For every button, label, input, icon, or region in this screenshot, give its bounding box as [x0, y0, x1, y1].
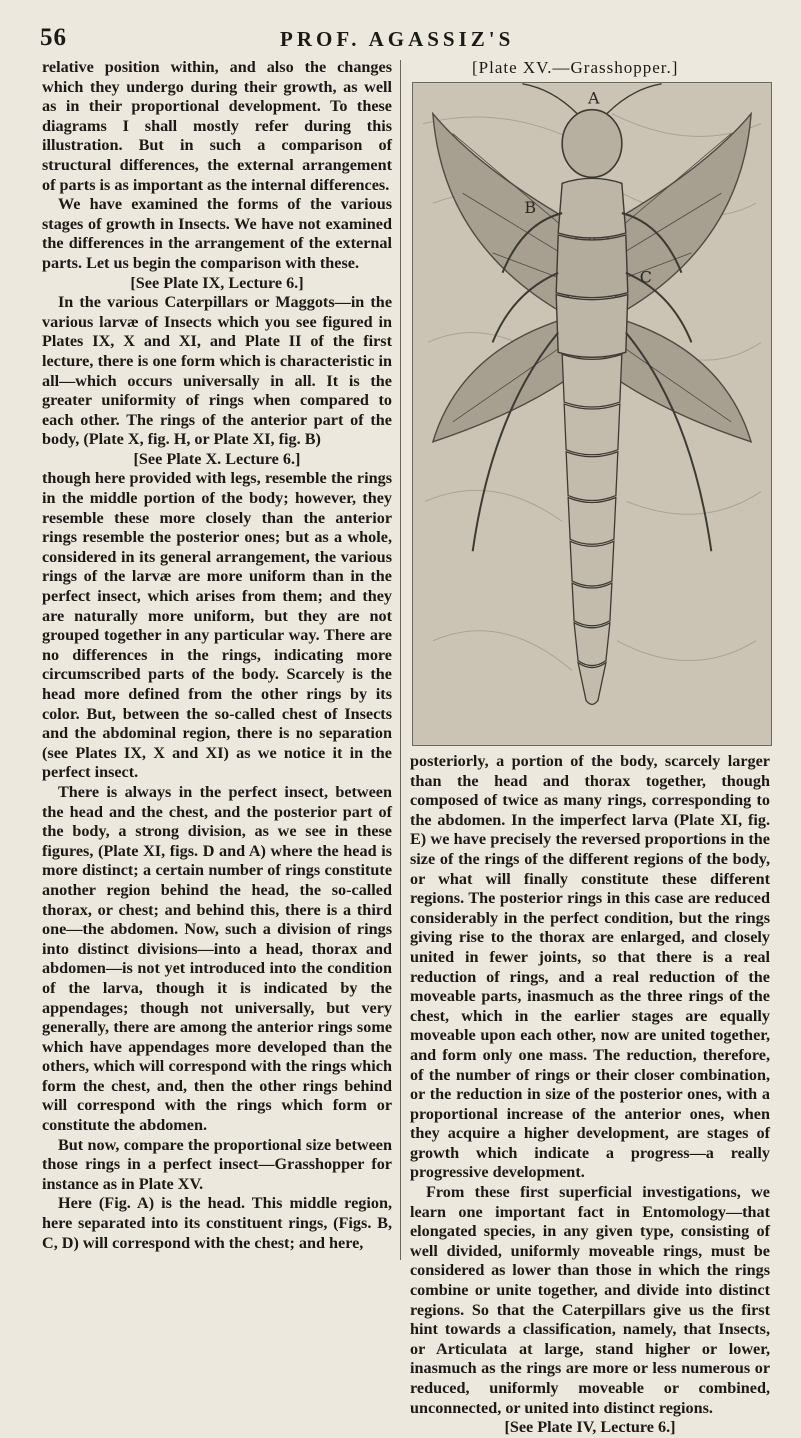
paragraph: There is always in the perfect insect, between the head and the chest, and the posterior part of the body, a strong division, as we see in these figures, (Plate XI, figs. D and A) where the head is more distinct; a certain number of rings constitute another region behind the head, the so-called thorax, or chest; and behind this, there is a third one—the abdomen. Now, such a division of rings into distinct divisions—into a head, thorax and abdomen—is not yet introduced into the condition of the larva, though it is indicated by the appendages; though not universally, but very generally, there are among the anterior rings some which have appendages more developed than the others, which will correspond with the rings which form the chest, and, then the other rings behind will correspond with the rings which form or constitute the abdomen.: [42, 782, 392, 1135]
plate-reference: [See Plate X. Lecture 6.]: [133, 449, 301, 468]
right-column: [410, 752, 770, 1437]
svg-text:C: C: [639, 267, 652, 287]
column-divider: [400, 60, 401, 1260]
paragraph: posteriorly, a portion of the body, scarcely larger than the head and thorax together, though composed of twice as many rings, corresponding to the abdomen. In the imperfect larva (Plate XI, fig. E) we have precisely the reversed proportions in the size of the rings of the different regions of the body, or what will finally constitute these different regions. The posterior rings in this case are reduced considerably in the perfect condition, but the rings giving rise to the thorax are enlarged, and closely united in fewer joints, so that there is a real reduction of rings, and a real reduction of the moveable parts, inasmuch as the three rings of the chest, which in the earlier stages are equally moveable upon each other, now are united together, and form only one mass. The reduction, therefore, of the number of rings or their closer combination, or the reduction in size of the posterior ones, with a proportional increase of the anterior ones, when they acquire a higher development, are stages of growth which indicate a progress—a really progressive development.: [410, 752, 770, 1182]
running-head: PROF. AGASSIZ'S: [280, 27, 515, 51]
paragraph: In the various Caterpillars or Maggots—in the various larvæ of Insects which you see figured in Plates IX, X and XI, and Plate II of the first lecture, there is one form which is characteristic in all—which occurs universally in all. It is the greater uniformity of rings when compared to each other. The rings of the anterior part of the body, (Plate X, fig. H, or Plate XI, fig. B): [42, 293, 392, 449]
left-column: [42, 58, 392, 1263]
paragraph: We have examined the forms of the various stages of growth in Insects. We have not examined the differences in the arrangement of the external parts. Let us begin the comparison with these.: [42, 195, 392, 272]
grasshopper-drawing: [413, 83, 771, 745]
page-header: [0, 22, 801, 52]
paragraph: though here provided with legs, resemble the rings in the middle portion of the body; however, they resemble these more closely than the anterior rings resemble the posterior ones; but as a whole, considered in its general arrangement, the various rings of the larvæ are more uniform than in the perfect insect, which arises from them; and they are naturally more uniform, but they are not grouped together in any particular way. There are no differences in the rings, indicating more circumscribed parts of the body. Scarcely is the head more defined from the other rings by its color. But, between the so-called chest of Insects and the abdominal region, there is no separation (see Plates IX, X and XI) as we notice it in the perfect insect.: [42, 469, 392, 782]
svg-text:A: A: [588, 88, 600, 108]
page-number: 56: [40, 24, 67, 51]
plate-figure: [412, 58, 774, 748]
plate-reference: [See Plate IV, Lecture 6.]: [504, 1418, 676, 1437]
paragraph: relative position within, and also the changes which they undergo during their growth, as well as in their proportional development. To these diagrams I shall mostly refer during this illustration. But in such a comparison of structural differences, the external arrangement of parts is as important as the internal differences.: [42, 58, 392, 194]
svg-text:B: B: [524, 198, 537, 218]
plate-reference: [See Plate IX, Lecture 6.]: [130, 273, 304, 292]
grasshopper-illustration: [412, 82, 772, 746]
paragraph: From these first superficial investigations, we learn one important fact in Entomology—that elongated species, in any given type, consisting of well divided, uniformly moveable rings, must be considered as lower than those in which the rings combine or unite together, and divide into distinct regions. So that the Caterpillars give us the first hint towards a classification, namely, that Insects, or Articulata at large, stand higher or lower, inasmuch as the rings are more or less numerous or reduced, uniformly moveable or combined, unconnected, or united into distinct regions.: [410, 1183, 770, 1417]
paragraph: But now, compare the proportional size between those rings in a perfect insect—Grasshopper for instance as in Plate XV.: [42, 1135, 392, 1193]
paragraph: Here (Fig. A) is the head. This middle region, here separated into its constituent rings, (Figs. B, C, D) will correspond with the chest; and here,: [42, 1194, 392, 1252]
plate-caption: [Plate XV.—Grasshopper.]: [472, 58, 679, 77]
